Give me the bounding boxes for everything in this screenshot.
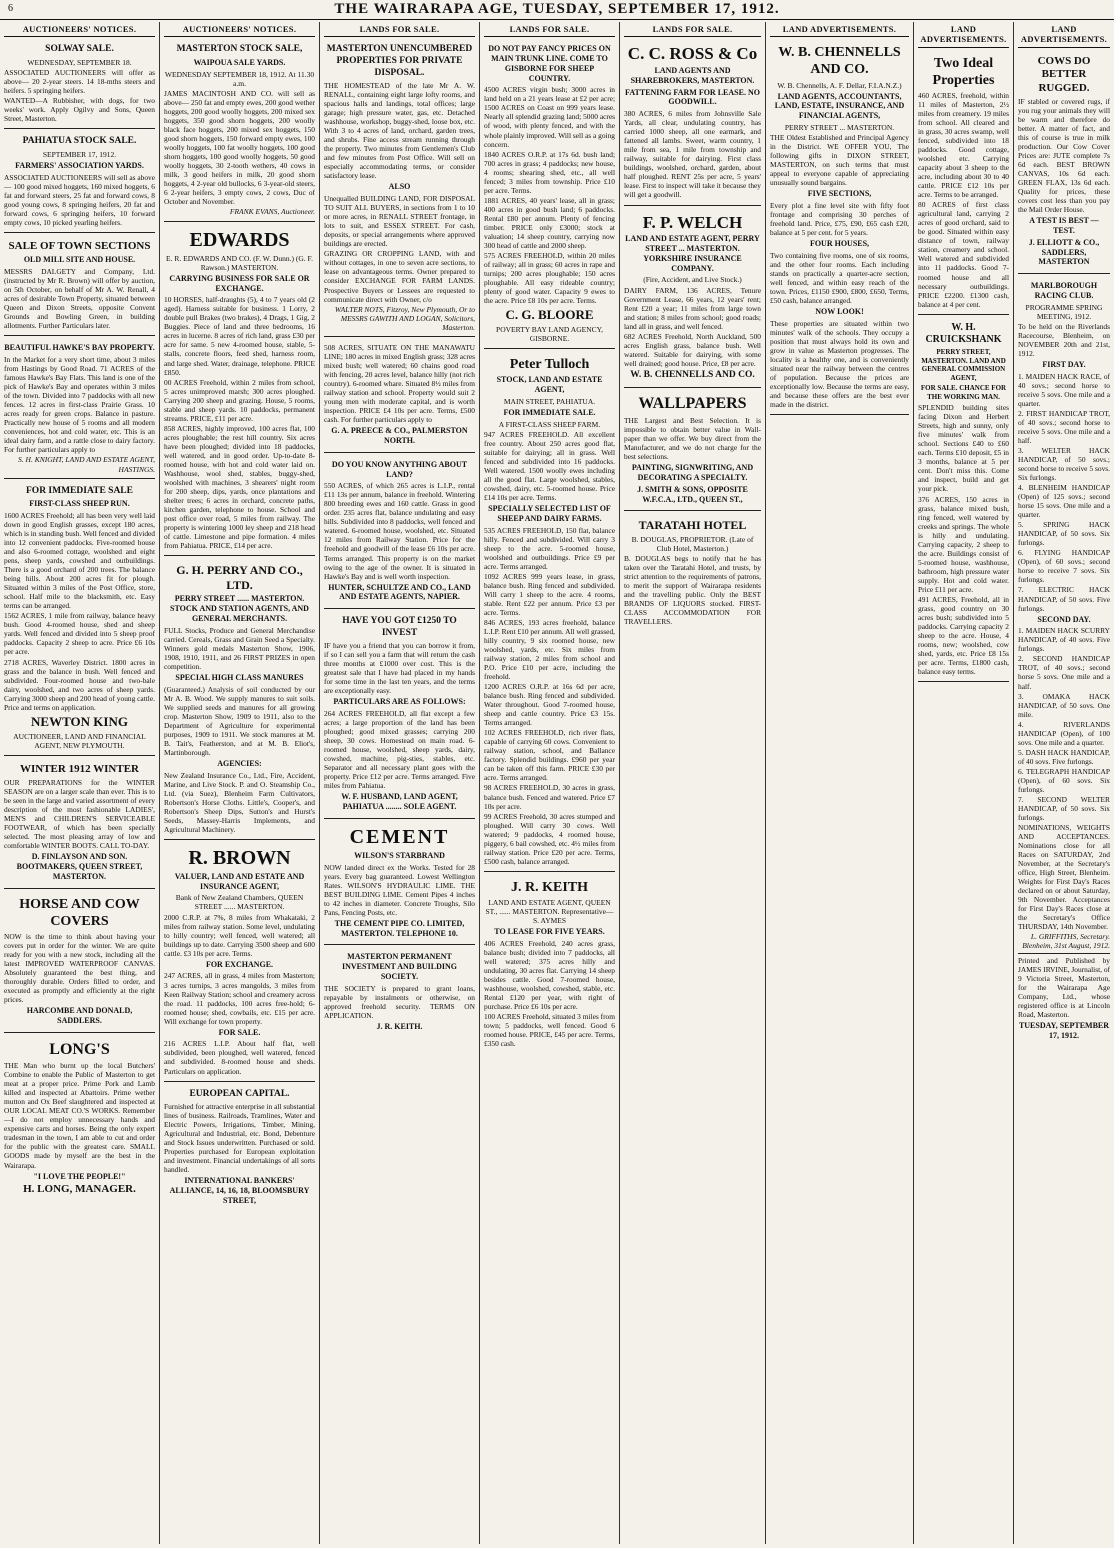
ad-body: In the Market for a very short time, about 3 miles from Hastings by Good Road. 71 ACRES of the famous Hawke's Bay Flats. This land is one of the pick of Hawke's Bay and operates within 3 miles of the town. Divided into 7 paddocks with all new fences. 12 acres in first-class Prairie Grass. 10 acres ready for green crops. Balance in pasture. Practically new house of 5 rooms and all modern conveniences, hot and cold water, etc. This is an ideal dairy farm, and a rattle close to dairy factory. For further particulars apply to bbox=[4, 355, 155, 455]
ad-body: 1600 ACRES Freehold; all has been very well laid down in good English grasses, except 180 acres, which is in standing bush. Well fenced and divided into 12 convenient paddocks. Five-roomed house and also 6-roomed cottage, woolshed and eight pens, sheep yards, cowshed and outbuildings. There is a good orchard of 200 trees. The balance being hills. About 200 acres fit for plough. Situated within 3 miles of the Post Office, store, school. Half mile to the blacksmith, etc. Easy terms can be arranged. bbox=[4, 511, 155, 611]
ad-title: MASTERTON UNENCUMBERED PROPERTIES FOR PRIVATE DISPOSAL. bbox=[326, 44, 473, 78]
ad-cruickshank bbox=[918, 318, 1009, 683]
ad-subtitle: PAINTING, SIGNWRITING, AND DECORATING A SPECIALTY. bbox=[631, 463, 754, 483]
ad-subtitle: Bank of New Zealand Chambers, QUEEN STREET ...... MASTERTON. bbox=[175, 893, 304, 912]
ad-body: 575 ACRES FREEHOLD, within 20 miles of railway; all in grass; 60 acres in rape and turnips; 200 acres ploughable; 150 acres ploughable. All easy rideable country; plenty of good water. Capacity 9 ewes to the acre. Price £8 10s per acre. Terms. bbox=[484, 250, 615, 306]
ad-subtitle: FIVE SECTIONS, bbox=[807, 189, 872, 199]
ad-subtitle: FARMERS' ASSOCIATION YARDS. bbox=[15, 160, 144, 170]
ad-body: 947 ACRES FREEHOLD. All excellent free country. About 250 acres good flat, suitable for dairying; all in grass. Well fenced and subdivided into 16 paddocks. Well watered. 1500 woolly ewes including all the good flat. Large woolshed, stables, cowshed, dairy, etc. 5-roomed house. Price £14 10s per acre. Terms. bbox=[484, 429, 615, 503]
column-1 bbox=[0, 22, 160, 1544]
ad-subtitle: FOR SALE. bbox=[218, 1027, 261, 1037]
ad-body: 535 ACRES FREEHOLD, 150 flat, balance hilly. Fenced and subdivided. Will carry 3 sheep to the acre. 5-roomed house, woolshed and outbuildings. Price £9 per acre. Terms arranged. bbox=[484, 525, 615, 571]
ad-body: IF stabled or covered rugs, if you rug your animals they will be warm and therefore do better. A matter of fact, and this of course is true in milk production. Our Cow Cover Prices are: JUTE complete 7s 6d each. BEST BROWN CANVAS, 10s 6d each. GREEN FLAX, 13s 6d each. Quality for prices, these covers cost less than you pay the Mail Order House. bbox=[1018, 96, 1110, 215]
ad-body: B. DOUGLAS begs to notify that he has taken over the Taratahi Hotel, and trusts, by strict attention to the requirements of patrons, to merit the support of Wairarapa residents and the travelling public. Only the BEST BRANDS OF LIQUORS stocked. FIRST-CLASS ACCOMMODATION FOR TRAVELLERS. bbox=[624, 554, 761, 627]
column-2 bbox=[160, 22, 320, 1544]
page-number: 6 bbox=[8, 3, 13, 15]
ad-subtitle: SECOND DAY. bbox=[1037, 614, 1091, 624]
ad-pahiatua-stock-sale bbox=[4, 132, 155, 233]
ad-subtitle: LAND AND ESTATE AGENT, QUEEN ST., ...... MASTERTON. Representative— S. AYMES bbox=[485, 897, 614, 926]
column-heading: AUCTIONEERS' NOTICES. bbox=[4, 22, 155, 37]
ad-body: To be held on the Riverlands Racecourse, Blenheim, on NOVEMBER 20th and 21st, 1912. bbox=[1018, 321, 1110, 358]
ad-body: NOW landed direct ex the Works. Tested for 28 years. Every bag guaranteed. Lowest Wellington Rates. WILSON'S HYDRAULIC LIME. THE BEST BUILDING LIME. Cement Pipes 4 inches to 42 inches in diameter. Concrete Troughs, Silo Pans, Fencing Posts, etc. bbox=[324, 862, 475, 917]
ad-wallpapers bbox=[624, 391, 761, 511]
ad-title: G. H. PERRY AND CO., LTD. bbox=[176, 563, 303, 592]
ad-subtitle: FIRST DAY. bbox=[1042, 360, 1086, 369]
race-event: 5. DASH HACK HANDICAP, of 40 sovs. Five furlongs. bbox=[1018, 747, 1110, 766]
ad-body: 682 ACRES Freehold, North Auckland, 500 acres English grass, balance bush. Well watered. Suitable for dairying, with some well drained; good house. Price, £8 per acre. bbox=[624, 331, 761, 368]
ad-body: THE Largest and Best Selection. It is impossible to obtain better value in Wall-paper than we offer. We buy direct from the Manufacturer, and we do not charge for the best selections. bbox=[624, 416, 761, 462]
ad-body: 99 ACRES Freehold, 30 acres stumped and ploughed. Will carry 30 cows. Well watered; 9 paddocks, 4 roomed house, piggery, 6 bail cowshed, etc. 4½ miles from railway station. Price £20 per acre. Terms, £500 cash, balance arranged. bbox=[484, 811, 615, 866]
ad-body: 98 ACRES FREEHOLD, 30 acres in grass, balance bush. Fenced and watered. Price £7 10s per acre. bbox=[484, 783, 615, 811]
ad-body: 406 ACRES Freehold, 240 acres grass, balance bush; divided into 7 paddocks, all well watered; 375 acres hilly and undulating, 30 acres flat. Carrying 14 sheep besides cattle. Good 7-roomed house, washhouse, woolshed, cowshed, stable, etc. Rental £120 per year, with right of purchase. Price £6 10s per acre. bbox=[484, 939, 615, 1012]
ad-title: SOLWAY SALE. bbox=[45, 44, 114, 55]
ad-signature: THE CEMENT PIPE CO. LIMITED, MASTERTON. TELEPHONE 10. bbox=[334, 918, 465, 938]
ad-body: Every plot a fine level site with fifty foot frontage and comprising 30 perches of freehold land. Price, £75, £90, £65 cash £20, balance at 5 per cent. for 5 years. bbox=[770, 200, 909, 238]
ad-wanted: WANTED—A Rubbisher, with dogs, for two weeks' work. Apply Ogilvy and Sons, Queen Street, Masterton. bbox=[4, 96, 155, 124]
ad-signature: W. F. HUSBAND, LAND AGENT, PAHIATUA ........ SOLE AGENT. bbox=[341, 792, 458, 812]
ad-body: GRAZING OR CROPPING LAND, with and without cottages, in one to seven acre sections, to lease on advantageous terms. Owner prepared to consider EXCHANGE FOR FARM LANDS. Prospective Buyers or Lessees are requested to communicate direct with Owner, c/o bbox=[324, 249, 475, 304]
ad-subtitle: B. DOUGLAS, PROPRIETOR. (Late of Club Hotel, Masterton.) bbox=[631, 534, 754, 554]
ad-body: 1092 ACRES 999 years lease, in grass, balance bush. Ring fenced and subdivided. Will carry 1 sheep to the acre. 4 rooms, stable. Rent £22 per annum. Price £3 per acre. Terms. bbox=[484, 571, 615, 617]
ad-body: (Guaranteed.) Analysis of soil conducted by our Mr A. B. Wood. We supply manures to suit soils. We supplied seeds and manures for all growing crop. Masterton Show, 1909 to 1911, also to the Department of Agriculture for experimental purposes, 1909 to 1911. We stock manures at M. B. Tait's, Featherston, and at M. B. Eliot's, Martinborough. bbox=[164, 684, 315, 757]
ad-body: JAMES MACINTOSH AND CO. will sell as above— 250 fat and empty ewes, 200 good wether hoggets, 200 good woolly hoggets, 200 mixed sex hoggets, 350 good shorn hoggets, 200 woolly black face hoggets, 200 mixed sex hoggets, 150 good shorn hoggets, 150 forward empty ewes, 100 woolly hoggets, 100 fat woolly hoggets, 100 good shorn hoggets, 100 good woolly hoggets, 50 good woolly hoggets, 30 2-tooth wethers, 40 cows in milk, 3 good heifers in milk, 20 good shorn hoggets, 4 2-year old bullocks, 6 3-year-old steers, 6 2-year heifers, 3 empty cows, 2 cows, Duc of October and November. bbox=[164, 88, 315, 207]
ad-signature: NEWTON KING bbox=[31, 713, 128, 729]
ad-body: Unequalled BUILDING LAND, FOR DISPOSAL TO SUIT ALL BUYERS, in sections from 1 to 10 or more acres, in RENALL STREET frontage, in lots to suit, and ESSEX STREET. For cash, deposits, or special arrangements where approved buildings are erected. bbox=[324, 194, 475, 249]
ad-cement bbox=[324, 822, 475, 945]
ad-body: Furnished for attractive enterprise in all substantial lines of business. Railroads, Tramlines, Water and Electric Powers, Irrigations, Timber, Mining, Agricultural and Industrial, etc. Bond, Debenture and Stock Issues underwritten. Purchased or sold. Properties purchased for European exploitation and investment. Financial undertakings of all sorts handled. bbox=[164, 1102, 315, 1175]
ad-address: PERRY STREET ... MASTERTON. bbox=[784, 122, 895, 132]
ad-hawkes-bay bbox=[4, 339, 155, 478]
ad-body: 376 ACRES, 150 acres in grass, balance mixed bush, ring fenced, well watered by creeks and springs. The whole is hilly and undulating. Carrying capacity, 2 sheep to the acre. Buildings consist of 5-roomed house, washhouse, bathroom, high pressure water supply. Hot and cold water. Price £11 per acre. bbox=[918, 494, 1009, 594]
ad-body: 1562 ACRES, 1 mile from railway, balance heavy bush. Good 4-roomed house, shed and sheep yards. Well fenced and divided into 5 sheep proof paddocks. Capacity 2 sheep to acre. Price £6 10s per acre. bbox=[4, 611, 155, 657]
column-heading: AUCTIONEERS' NOTICES. bbox=[164, 22, 315, 37]
imprint: Printed and Published by JAMES IRVINE, Journalist, of 9 Victoria Street, Masterton, for the Wairarapa Age Company, Ltd., whose registered office is at Lincoln Road, Masterton. bbox=[1018, 955, 1110, 1019]
ad-title: HAVE YOU GOT £1250 TO INVEST bbox=[342, 616, 457, 638]
race-event: 6. FLYING HANDICAP (Open), of 60 sovs.; second horse to receive 7 sovs. Six furlongs. bbox=[1018, 548, 1110, 585]
ad-subtitle: NOW LOOK! bbox=[815, 307, 864, 317]
ad-title: PAHIATUA STOCK SALE. bbox=[22, 136, 137, 147]
ad-subtitle: TO LEASE FOR FIVE YEARS. bbox=[494, 927, 605, 937]
ad-body: THE SOCIETY is prepared to grant loans, repayable by instalments or otherwise, on approved freehold security. TERMS ON APPLICATION. bbox=[324, 983, 475, 1020]
race-event: 3. WELTER HACK HANDICAP, of 50 sovs.; second horse to receive 5 sovs. Six furlongs. bbox=[1018, 446, 1110, 483]
ad-body: 10 HORSES, half-draughts (5), 4 to 7 years old (2 aged). Harness suitable for business. 1 Lorry, 2 double pull Brakes (two brakes), 4 Drags, 1 Gig, 2 Buggies. Piece of land and three bedrooms, 16 acres in lucerne. 8 acres of rich land, grass £30 per acre for same. 5 new 4-roomed house, stable, 5-stalls, concrete floors, feed shed, harness room, and large shed. Water, drainage, telephone. PRICE £850. bbox=[164, 295, 315, 377]
ad-title: W. H. CRUICKSHANK bbox=[925, 321, 1002, 345]
ad-title: C. C. ROSS & Co bbox=[627, 44, 758, 64]
ad-body: 216 ACRES L.I.P. About half flat, well subdivided, been ploughed, well watered, fenced and subdivided. 8-roomed house and sheds. Particulars on application. bbox=[164, 1039, 315, 1076]
ad-body: 1200 ACRES O.R.P. at 16s 6d per acre, balance bush. Ring fenced and subdivided. Water throughout. Good 7-roomed house, sheep and cattle country. Price £3 15s. Terms arranged. bbox=[484, 682, 615, 728]
ad-title: F. P. WELCH bbox=[642, 212, 743, 232]
ad-subtitle: OLD MILL SITE AND HOUSE. bbox=[23, 255, 136, 265]
ad-body: New Zealand Insurance Co., Ltd., Fire, Accident, Marine, and Live Stock. P. and O. Steamship Co., Ltd. (via Suez), Blenheim Farm Cultivators, Robertson's Horse Cloths. Little's, Cooper's, and Robertson's Sheep Dips, Sutton's and Hurst's Seeds, Massey-Harris Implements, and Agricultural Machinery. bbox=[164, 770, 315, 834]
divider bbox=[1018, 953, 1110, 954]
ad-title: LONG'S bbox=[49, 1040, 110, 1058]
ad-signature: J. SMITH & SONS, OPPOSITE W.F.C.A., LTD., QUEEN ST., bbox=[637, 484, 748, 504]
ad-subtitle: PARTICULARS ARE AS FOLLOWS: bbox=[333, 697, 466, 707]
ad-title: DO NOT PAY FANCY PRICES ON MAIN TRUNK LINE. COME TO GISBORNE FOR SHEEP COUNTRY. bbox=[488, 44, 611, 83]
ad-body: 2000 C.R.P. at 7%, 8 miles from Whakataki, 2 miles from railway station. Some level, undulating to hilly country; well fenced, well watered; all buildings up to date. Carrying 3500 sheep and 600 cattle. £3 10s per acre. Terms. bbox=[164, 912, 315, 958]
ad-title: COWS DO BETTER RUGGED. bbox=[1037, 54, 1091, 94]
ad-body: 1840 ACRES O.R.P. at 17s 6d. bush land; 700 acres in grass; 4 paddocks; new house, 4 rooms; shearing shed, etc., all well fenced; 3 miles from township. Price £10 per acre. Terms. bbox=[484, 149, 615, 195]
ad-subtitle: WILSON'S STARBRAND bbox=[354, 850, 445, 860]
ad-body: FULL Stocks, Produce and General Merchandise carried. Cereals, Grass and Grain Seed a Specialty. Winners gold medals Masterton Show, 1906, 1908, 1910, 1911, and 26 FIRST PRIZES in open competition. bbox=[164, 625, 315, 671]
ad-body: OUR PREPARATIONS for the WINTER SEASON are on a larger scale than ever. This is to be seen in the large and varied assortment of every description of the most fashionable LADIES', MEN'S and CHILDREN'S SERVICEABLE FOOTWEAR, of which has been specially selected. The most pleasing array of low and comfortable WINTER BOOTS. CALL TO-DAY. bbox=[4, 778, 155, 851]
column-heading: LANDS FOR SALE. bbox=[484, 22, 615, 37]
column-5 bbox=[620, 22, 766, 1544]
ad-taratahi-hotel bbox=[624, 514, 761, 631]
ad-subtitle: CARRYING BUSINESS FOR SALE OR EXCHANGE. bbox=[169, 273, 310, 293]
race-event: 4. RIVERLANDS HANDICAP (Open), of 100 sovs. One mile and a quarter. bbox=[1018, 719, 1110, 747]
ad-signature: FRANK EVANS, Auctioneer. bbox=[229, 207, 315, 217]
ad-title: TARATAHI HOTEL bbox=[638, 518, 747, 533]
column-heading: LANDS FOR SALE. bbox=[624, 22, 761, 37]
ad-body: MESSRS DALGETY and Company, Ltd. (instructed by Mr R. Brown) will offer by auction, on 5th October, on behalf of Mr A. W. Renall, 4 acres of desirable Town Property, situated between Queen and Dixon Streets, opposite Convent Grounds and Bowling Green, in building allotments. Further Particulars later. bbox=[4, 267, 155, 331]
ad-renall-homestead bbox=[324, 40, 475, 337]
ad-signature: S. H. KNIGHT, LAND AND ESTATE AGENT, HASTINGS. bbox=[18, 455, 155, 474]
ad-body: THE HOMESTEAD of the late Mr A. W. RENALL, containing eight large lofty rooms, and spacious halls and landings, total offices; large garage; high pressure water, gas, etc. Detached washhouse, workshop, buggy-shed, loose box, etc. With 3 to 4 acres of land, orchard, garden trees, and shrubs. Fine access stream running through the property. Two minutes from Gentlemen's Club and few minutes from Post Office. Will sell on especially accommodating terms, or consider satisfactory lease. bbox=[324, 81, 475, 181]
ad-date: WEDNESDAY, SEPTEMBER 18. bbox=[27, 57, 132, 67]
ad-title: Peter Tulloch bbox=[509, 357, 590, 373]
ad-note: (Fire, Accident, and Live Stock.) bbox=[643, 275, 742, 285]
ad-signature: H. LONG, MANAGER. bbox=[23, 1183, 136, 1196]
ad-edwards bbox=[164, 225, 315, 557]
ad-footer: NOMINATIONS, WEIGHTS AND ACCEPTANCES. Nominations close for all Races on SATURDAY, 2nd November, at the Secretary's office, High Street, Blenheim. Weights for First Day's Races declared on or about Saturday, 9th November. Acceptances for First Day's Races close at the Secretary's Office THURSDAY, 14th November. bbox=[1018, 822, 1110, 932]
ad-subtitle: FOR SALE. CHANCE FOR THE WORKING MAN. bbox=[920, 384, 1007, 401]
race-event: 7. ELECTRIC HACK HANDICAP, of 50 sovs. Five furlongs. bbox=[1018, 585, 1110, 613]
ad-building-society bbox=[324, 948, 475, 1037]
ad-subtitle: FOR IMMEDIATE SALE. bbox=[503, 407, 596, 417]
ad-fp-welch bbox=[624, 209, 761, 389]
ad-cc-ross bbox=[624, 40, 761, 205]
ad-subtitle: W. B. Chennells, A. F. Dellar, F.I.A.N.Z.) bbox=[777, 80, 902, 90]
race-event: 4. BLENHEIM HANDICAP (Open) of 125 sovs.; second horse 15 sovs. One mile and a quarter. bbox=[1018, 483, 1110, 520]
ad-know-about-land bbox=[324, 456, 475, 609]
ad-title: R. BROWN bbox=[188, 846, 291, 869]
ad-subtitle: E. R. EDWARDS AND CO. (F. W. Dunn.) (G. F. Rawson.) MASTERTON. bbox=[166, 253, 313, 272]
ad-subtitle: PERRY STREET ...... MASTERTON. STOCK AND STATION AGENTS, AND GENERAL MERCHANTS. bbox=[170, 594, 309, 623]
ad-subtitle: LAND AGENTS, ACCOUNTANTS, LAND, ESTATE, INSURANCE, AND FINANCIAL AGENTS, bbox=[774, 91, 905, 121]
ad-body: 102 ACRES FREEHOLD, rich river flats, capable of carrying 60 cows. Convenient to railway station, school, and Ballance factory. Splendid buildings. £960 per year can be taken off this farm. PRICE £30 per acre. Terms arranged. bbox=[484, 728, 615, 783]
ad-body: 846 ACRES, 193 acres freehold, balance L.I.P. Rent £10 per annum. All well grassed, hilly country, 9 six roomed house, new woolshed, yards, etc. Six miles from railway station, 2 miles from school and P.O. Price £10 per acre, including the freehold. bbox=[484, 617, 615, 682]
ad-peter-tulloch bbox=[484, 352, 615, 872]
ad-title: Two Ideal Properties bbox=[932, 55, 995, 88]
ad-subtitle: ALSO bbox=[388, 182, 411, 192]
ad-title: HORSE AND COW COVERS bbox=[19, 896, 140, 929]
ad-title: WINTER 1912 WINTER bbox=[20, 762, 139, 775]
race-event: 1. MAIDEN HACK SCURRY HANDICAP, of 40 sovs. Five furlongs. bbox=[1018, 626, 1110, 654]
ad-subtitle: WAIPOUA SALE YARDS. bbox=[193, 57, 286, 67]
ad-body: 00 ACRES Freehold, within 2 miles from school, 5 acres unimproved marsh; 300 acres ploughed. Carrying 200 sheep and grazing. House, 5 rooms, stable and sheep yards. 10 paddocks, permanent streams. PRICE, £11 per acre. bbox=[164, 377, 315, 423]
masthead bbox=[0, 0, 1114, 20]
newspaper-title: THE WAIRARAPA AGE, TUESDAY, SEPTEMBER 17, 1912. bbox=[334, 1, 780, 18]
ad-signature: HARCOMBE AND DONALD, SADDLERS. bbox=[26, 1006, 133, 1025]
ad-subtitle: PROGRAMME SPRING MEETING, 1912. bbox=[1025, 302, 1103, 321]
ad-title: J. R. KEITH bbox=[510, 879, 588, 895]
ad-subtitle: VALUER, LAND AND ESTATE AND INSURANCE AGENT, bbox=[174, 871, 305, 891]
ad-subtitle: LAND AGENTS AND SHAREBROKERS, MASTERTON. bbox=[630, 66, 755, 85]
ad-subtitle: SPECIAL HIGH CLASS MANURES bbox=[175, 672, 304, 682]
ad-signature: L. GRIFFITHS, Secretary. Blenheim, 31st August, 1912. bbox=[1022, 932, 1110, 951]
ad-body: 247 ACRES, all in grass, 4 miles from Masterton; 3 acres turnips, 3 acres mangolds, 3 miles from Keen Railway Station; school and creamery across the road. 11 paddocks, 100 acres free-hold; 6-roomed house; shed, cowbails, etc. £15 per acre. Will exchange for town property. bbox=[164, 971, 315, 1026]
column-heading: LANDS FOR SALE. bbox=[324, 22, 475, 37]
race-event: 3. OMAKA HACK HANDICAP, of 50 sovs. One mile. bbox=[1018, 691, 1110, 719]
ad-r-brown bbox=[164, 843, 315, 1082]
ad-title: EDWARDS bbox=[189, 228, 290, 251]
ad-signature: INTERNATIONAL BANKERS' ALLIANCE, 14, 16, 18, BLOOMSBURY STREET, bbox=[169, 1176, 310, 1205]
ad-solway-sale bbox=[4, 40, 155, 129]
ad-body: THE Man who burnt up the local Butchers' Combine to enable the Public of Masterton to get meat at a proper price. Prime Pork and Lamb killed and inspected at Abattoirs. Prime wether mutton and Ox Beef slaughtered and inspected at OUR LOCAL MEAT CO.'S WORKS. Remember—I do not employ unnecessary hands and expensive carts and horses. Being the only expert tradesman in the town, I am able to cut and order for the public with the greatest care. SMALL GOODS made by myself are the best in the Wairarapa. bbox=[4, 1061, 155, 1170]
imprint-date: TUESDAY, SEPTEMBER 17, 1912. bbox=[1018, 1020, 1110, 1040]
ad-title: MASTERTON PERMANENT INVESTMENT AND BUILDING SOCIETY. bbox=[342, 952, 457, 981]
ad-perry-and-co bbox=[164, 559, 315, 840]
ad-european-capital bbox=[164, 1085, 315, 1212]
column-6 bbox=[766, 22, 914, 1544]
ad-title: DO YOU KNOW ANYTHING ABOUT LAND? bbox=[331, 459, 468, 479]
column-heading: LAND ADVERTISEMENTS. bbox=[1018, 22, 1110, 48]
ad-slogan: "I LOVE THE PEOPLE!" bbox=[33, 1171, 126, 1181]
ad-body: SPLENDID building sites facing Dixon and Herbert Streets, high and sunny, only five minutes' walk from school. Sections £40 to £60 each. Terms £10 deposit, £5 in 3 months, balance at 5 per cent. Don't miss this. Come and inspect, build and get your pick. bbox=[918, 403, 1009, 494]
ad-gisborne-sheep-country bbox=[484, 40, 615, 349]
ad-body: 508 ACRES, SITUATE ON THE MANAWATU LINE; 180 acres in mixed English grass; 328 acres mixed bush; well watered; 60 chains good road with fencing, 20 acres level, balance hilly (not rich country). 6-roomed whare. Situated 8½ miles from railway station and school. Property would suit 2 young men with moderate capital, and is worth inspection. PRICE £4 10s per acre. Terms, £500 cash. For further particulars apply to bbox=[324, 342, 475, 425]
ad-horse-covers bbox=[4, 892, 155, 1033]
ad-marlborough-racing bbox=[1018, 277, 1110, 1046]
ad-signature: J. ELLIOTT & CO., SADDLERS, MASTERTON bbox=[1028, 237, 1100, 267]
column-4 bbox=[480, 22, 620, 1544]
ad-subtitle: LAND AND ESTATE AGENT, PERRY STREET ... MASTERTON. YORKSHIRE INSURANCE COMPANY. bbox=[625, 234, 760, 273]
ad-jr-keith bbox=[484, 875, 615, 1054]
ad-subtitle: SPECIALLY SELECTED LIST OF SHEEP AND DAIRY FARMS. bbox=[488, 504, 611, 523]
ad-body: 460 ACRES, freehold, within 11 miles of Masterton, 2½ miles from creamery. 19 miles from school. All cleared and in grass, 30 acres swamp, well fenced, subdivided into 18 paddocks. Good cottage, woolshed etc. Carrying capacity about 3 sheep to the acre, including about 30 to 40 cattle. PRICE £12 10s per acre. Terms to be arranged. bbox=[918, 90, 1009, 200]
ad-subtitle: A TEST IS BEST — TEST. bbox=[1029, 216, 1099, 236]
columns bbox=[0, 22, 1114, 1544]
ad-body: 2718 ACRES, Waverley District. 1800 acres in grass and the balance in bush. Well fenced and subdivided. Four-roomed house and two-bale dairy, woolshed, and two acres of sheep yards. Carrying 3000 sheep and 200 head of young cattle. Price and terms on application. bbox=[4, 657, 155, 712]
ad-title: WALLPAPERS bbox=[638, 395, 747, 413]
ad-subtitle: PERRY STREET, MASTERTON. LAND AND GENERAL COMMISSION AGENT, bbox=[921, 348, 1006, 382]
column-heading: LAND ADVERTISEMENTS. bbox=[770, 22, 909, 37]
ad-body: Two containing five rooms, one of six rooms, and the other four rooms. Each including stands on practically a quarter-acre section, well fenced, and within easy reach of the town. Prices, £1150 £900, £800, £650, Terms, £50 cash, balance arranged. bbox=[770, 250, 909, 306]
ad-invest-1250 bbox=[324, 612, 475, 819]
ad-two-ideal-properties bbox=[918, 51, 1009, 315]
ad-title: EUROPEAN CAPITAL. bbox=[189, 1088, 290, 1099]
ad-subtitle: AUCTIONEER, LAND AND FINANCIAL AGENT, NEW PLYMOUTH. bbox=[13, 731, 146, 750]
ad-subtitle: FIRST-CLASS SHEEP RUN. bbox=[29, 499, 130, 509]
ad-signature: W. B. CHENNELLS AND CO. bbox=[630, 369, 755, 380]
ad-signature: C. G. BLOORE bbox=[505, 307, 594, 323]
ad-title: SALE OF TOWN SECTIONS bbox=[8, 239, 151, 252]
ad-body: 4500 ACRES virgin bush; 3000 acres in land held on a 21 years lease at £2 per acre; 1500 ACRES on Coast on 999 years lease. Nearly all splendid grazing land; 5000 acres of wood, with plenty fenced, and with the whole plainly improved. Will sell as a going concern. bbox=[484, 85, 615, 149]
ad-body: 1881 ACRES, 40 years' lease, all in grass; 400 acres in good bush land; 6 paddocks. Rental £80 per annum. Plenty of fencing timber. PRICE only £3000; stock at valuation; 14 sheep country, carrying now 300 head of cattle and 2000 sheep. bbox=[484, 195, 615, 250]
ad-body: 100 ACRES Freehold, situated 3 miles from town; 5 paddocks, well fenced. Good 6 roomed house. PRICE, £45 per acre. Terms, £350 cash. bbox=[484, 1012, 615, 1049]
ad-winter-footwear bbox=[4, 759, 155, 889]
race-event: 7. SECOND WELTER HANDICAP, of 50 sovs. Six furlongs. bbox=[1018, 794, 1110, 822]
ad-subtitle: A FIRST-CLASS SHEEP FARM. bbox=[498, 419, 601, 429]
race-event: 2. SECOND HANDICAP TROT, of 40 sovs.; second horse 5 sovs. One mile and a half. bbox=[1018, 654, 1110, 691]
ad-signature: HUNTER, SCHULTZE AND CO., LAND AND ESTATE AGENTS, NAPIER. bbox=[328, 582, 471, 602]
ad-town-sections bbox=[4, 236, 155, 336]
ad-body: 380 ACRES, 6 miles from Johnsville Sale Yards, all clear, undulating country, has carried 1000 sheep, all one earmark, and fattened all lambs. Sweet, warm country, 1 mile from sea, 1 mile from township and railway, suitable for dairying. First class buildings, woolshed, orchard, garden, about half ploughed. RENT 25s per acre, 5 years' lease. First to inspect will take it because they will get a goodwill. bbox=[624, 109, 761, 200]
ad-body: ASSOCIATED AUCTIONEERS will offer as above— 20 2-year steers. 14 18-mths steers and heifers. 5 springing heifers. bbox=[4, 68, 155, 96]
ad-title: BEAUTIFUL HAWKE'S BAY PROPERTY. bbox=[4, 343, 155, 353]
ad-body: 264 ACRES FREEHOLD, all flat except a few acres; a large proportion of the land has been ploughed; good mixed grasses; carrying 200 sheep, 30 cows. Homestead on main road. 6-roomed house, woolshed, sheep yards, dairy, cowshed, machine, pig-sties, stables, etc. Separator and all necessary plant goes with the property. Price £12 per acre. Terms arranged. Five miles from Pahiatua. bbox=[324, 709, 475, 791]
ad-date: WEDNESDAY SEPTEMBER 18, 1912. At 11.30 a.m. bbox=[164, 69, 315, 88]
ad-body: NOW is the time to think about having your covers put in order for the winter. We are quite ready for you with a new stock, including all the latest IMPROVED WATERPROOF CANVAS. Absolutely guaranteed the best thing, and thoroughly durable. Orders filled to order, and executed as promptly and efficiently at the right prices. bbox=[4, 931, 155, 1005]
ad-signature: D. FINLAYSON AND SON. BOOTMAKERS, QUEEN STREET, MASTERTON. bbox=[16, 852, 143, 881]
column-8 bbox=[1014, 22, 1114, 1544]
ad-subtitle: FATTENING FARM FOR LEASE. NO GOODWILL. bbox=[625, 87, 760, 107]
ad-wb-chennells bbox=[770, 40, 909, 415]
ad-subtitle: MAIN STREET, PAHIATUA. bbox=[503, 396, 596, 406]
ad-body: These properties are situated within two minutes' walk of the schools. They occupy a position that must always hold its own and grow in value as Masterton progresses. The locality is a healthy one, and is conveniently situated near the railway between the centres of population. Because the prices are exceptionally low. Because the terms are easy, and because these offers are the best ever made in the district. bbox=[770, 318, 909, 410]
ad-date: SEPTEMBER 17, 1912. bbox=[42, 149, 117, 159]
ad-subtitle: STOCK, LAND AND ESTATE AGENT, bbox=[496, 375, 603, 395]
column-7 bbox=[914, 22, 1014, 1544]
ad-body: 80 ACRES of first class agricultural land, carrying 2 acres of good orchard, said to be good. Situated within easy distance of town, railway station, creamery and school. Well watered and subdivided into 11 paddocks. Good 7-roomed house and all necessary outbuildings. PRICE £2200. £1300 cash, balance at 4 per cent. bbox=[918, 200, 1009, 309]
race-event: 5. SPRING HACK HANDICAP, of 50 sovs. Six furlongs. bbox=[1018, 520, 1110, 548]
ad-title: MARLBOROUGH RACING CLUB. bbox=[1030, 281, 1098, 300]
ad-body: IF have you a friend that you can borrow it from, if so I can sell you a farm that will return the cash three months at £1000 over cost. This is the greatest sale that I have had placed in my hands for some time in the last ten years, and the terms are exceptionally easy. bbox=[324, 641, 475, 696]
ad-title: CEMENT bbox=[349, 825, 450, 848]
ad-masterton-stock-sale bbox=[164, 40, 315, 221]
ad-subtitle: AGENCIES: bbox=[217, 758, 262, 768]
ad-signature: G. A. PREECE & CO., PALMERSTON NORTH. bbox=[331, 426, 468, 446]
ad-body: 550 ACRES, of which 265 acres is L.I.P., rental £11 13s per annum, balance in freehold. Wintering 800 breeding ewes and 160 cattle. Grass in good order. 235 acres flat, balance undulating and easy hills. Subdivided into 8 paddocks, well fenced and watered. 6-roomed house, woolshed, etc. Situated 12 miles from Railway Station. Price for the freehold and goodwill of the lease £6 10s per acre. Terms arranged. This property is on the market owing to the age of the owner. It is situated in Hawke's Bay and is well worth inspection. bbox=[324, 481, 475, 581]
ad-title: FOR IMMEDIATE SALE bbox=[26, 485, 133, 496]
ad-signature: WALTER NOTS, Fitzroy, New Plymouth, Or to MESSRS GAWITH AND LOGAN, Solicitors, Masterton. bbox=[334, 304, 475, 332]
column-3 bbox=[320, 22, 480, 1544]
ad-body: DAIRY FARM, 136 ACRES, Tenure Government Lease, 66 years, 12 years' rent; Rent £20 a year; 11 miles from large town and station; 8 miles from school; good roads; land all in grass, and well fenced. bbox=[624, 285, 761, 331]
race-event: 2. FIRST HANDICAP TROT, of 40 sovs.; second horse to receive 5 sovs. One mile and a half. bbox=[1018, 408, 1110, 445]
ad-body: THE Oldest Established and Principal Agency in the District. WE OFFER YOU, The following gifts in DIXON STREET, MASTERTON, on such terms that must appeal to everyone capable of appreciating unusually sound bargains. bbox=[770, 133, 909, 188]
race-event: 1. MAIDEN HACK RACE, of 40 sovs.; second horse to receive 5 sovs. One mile and a quarter. bbox=[1018, 371, 1110, 408]
ad-subtitle: FOR EXCHANGE. bbox=[205, 959, 274, 969]
ad-cow-covers bbox=[1018, 51, 1110, 274]
ad-signature: J. R. KEITH. bbox=[376, 1021, 423, 1031]
ad-title: W. B. CHENNELLS AND CO. bbox=[778, 45, 901, 78]
ad-manawatu-line bbox=[324, 340, 475, 453]
ad-longs bbox=[4, 1036, 155, 1203]
column-heading: LAND ADVERTISEMENTS. bbox=[918, 22, 1009, 48]
race-event: 6. TELEGRAPH HANDICAP (Open), of 60 sovs. Six furlongs. bbox=[1018, 766, 1110, 794]
ad-body: 858 ACRES, highly improved, 100 acres flat, 100 acres ploughable; the rest hill country. Six acres have been ploughed; divided into 18 paddocks, well watered, and in good order. Up-to-date 8-roomed house, with hot and cold water laid on. Washhouse, wool shed, stables, buggy-shed, woolshed with machines, 3 shearers' night room for 200 sheep, dips, yards, once plantations and shelter trees; 6 acres in orchard, concrete paths, kitchen garden, telephone to house. School and post office over road, 5 miles from railway. The property is wintering 1000 ley sheep and 218 head of cattle. Limestone and pipe formation. 4 miles from Pahiatua. PRICE, £14 per acre. bbox=[164, 423, 315, 551]
ad-body: 491 ACRES, Freehold, all in grass, good country on 30 acres bush; subdivided into 5 paddocks. Carrying capacity 2 sheep to the acre. House, 4 rooms, new; woolshed, cow shed, yards, etc. Price £8 15s per acre. Terms, £1800 cash, balance easy terms. bbox=[918, 594, 1009, 677]
ad-subtitle: POVERTY BAY LAND AGENCY, GISBORNE. bbox=[496, 324, 603, 344]
ad-title: MASTERTON STOCK SALE, bbox=[176, 44, 303, 55]
ad-subtitle: FOUR HOUSES, bbox=[809, 239, 870, 249]
ad-body: ASSOCIATED AUCTIONEERS will sell as above— 100 good mixed hoggets, 160 mixed hoggets, 6 fat and forward steers, 25 fat and forward cows, 8 good young cows, 8 springing heifers, 20 fat and forward cows, 6 springing heifers, 10 forward empty cows, 10 picked yearling heifers. bbox=[4, 172, 155, 227]
ad-immediate-sale bbox=[4, 482, 155, 756]
